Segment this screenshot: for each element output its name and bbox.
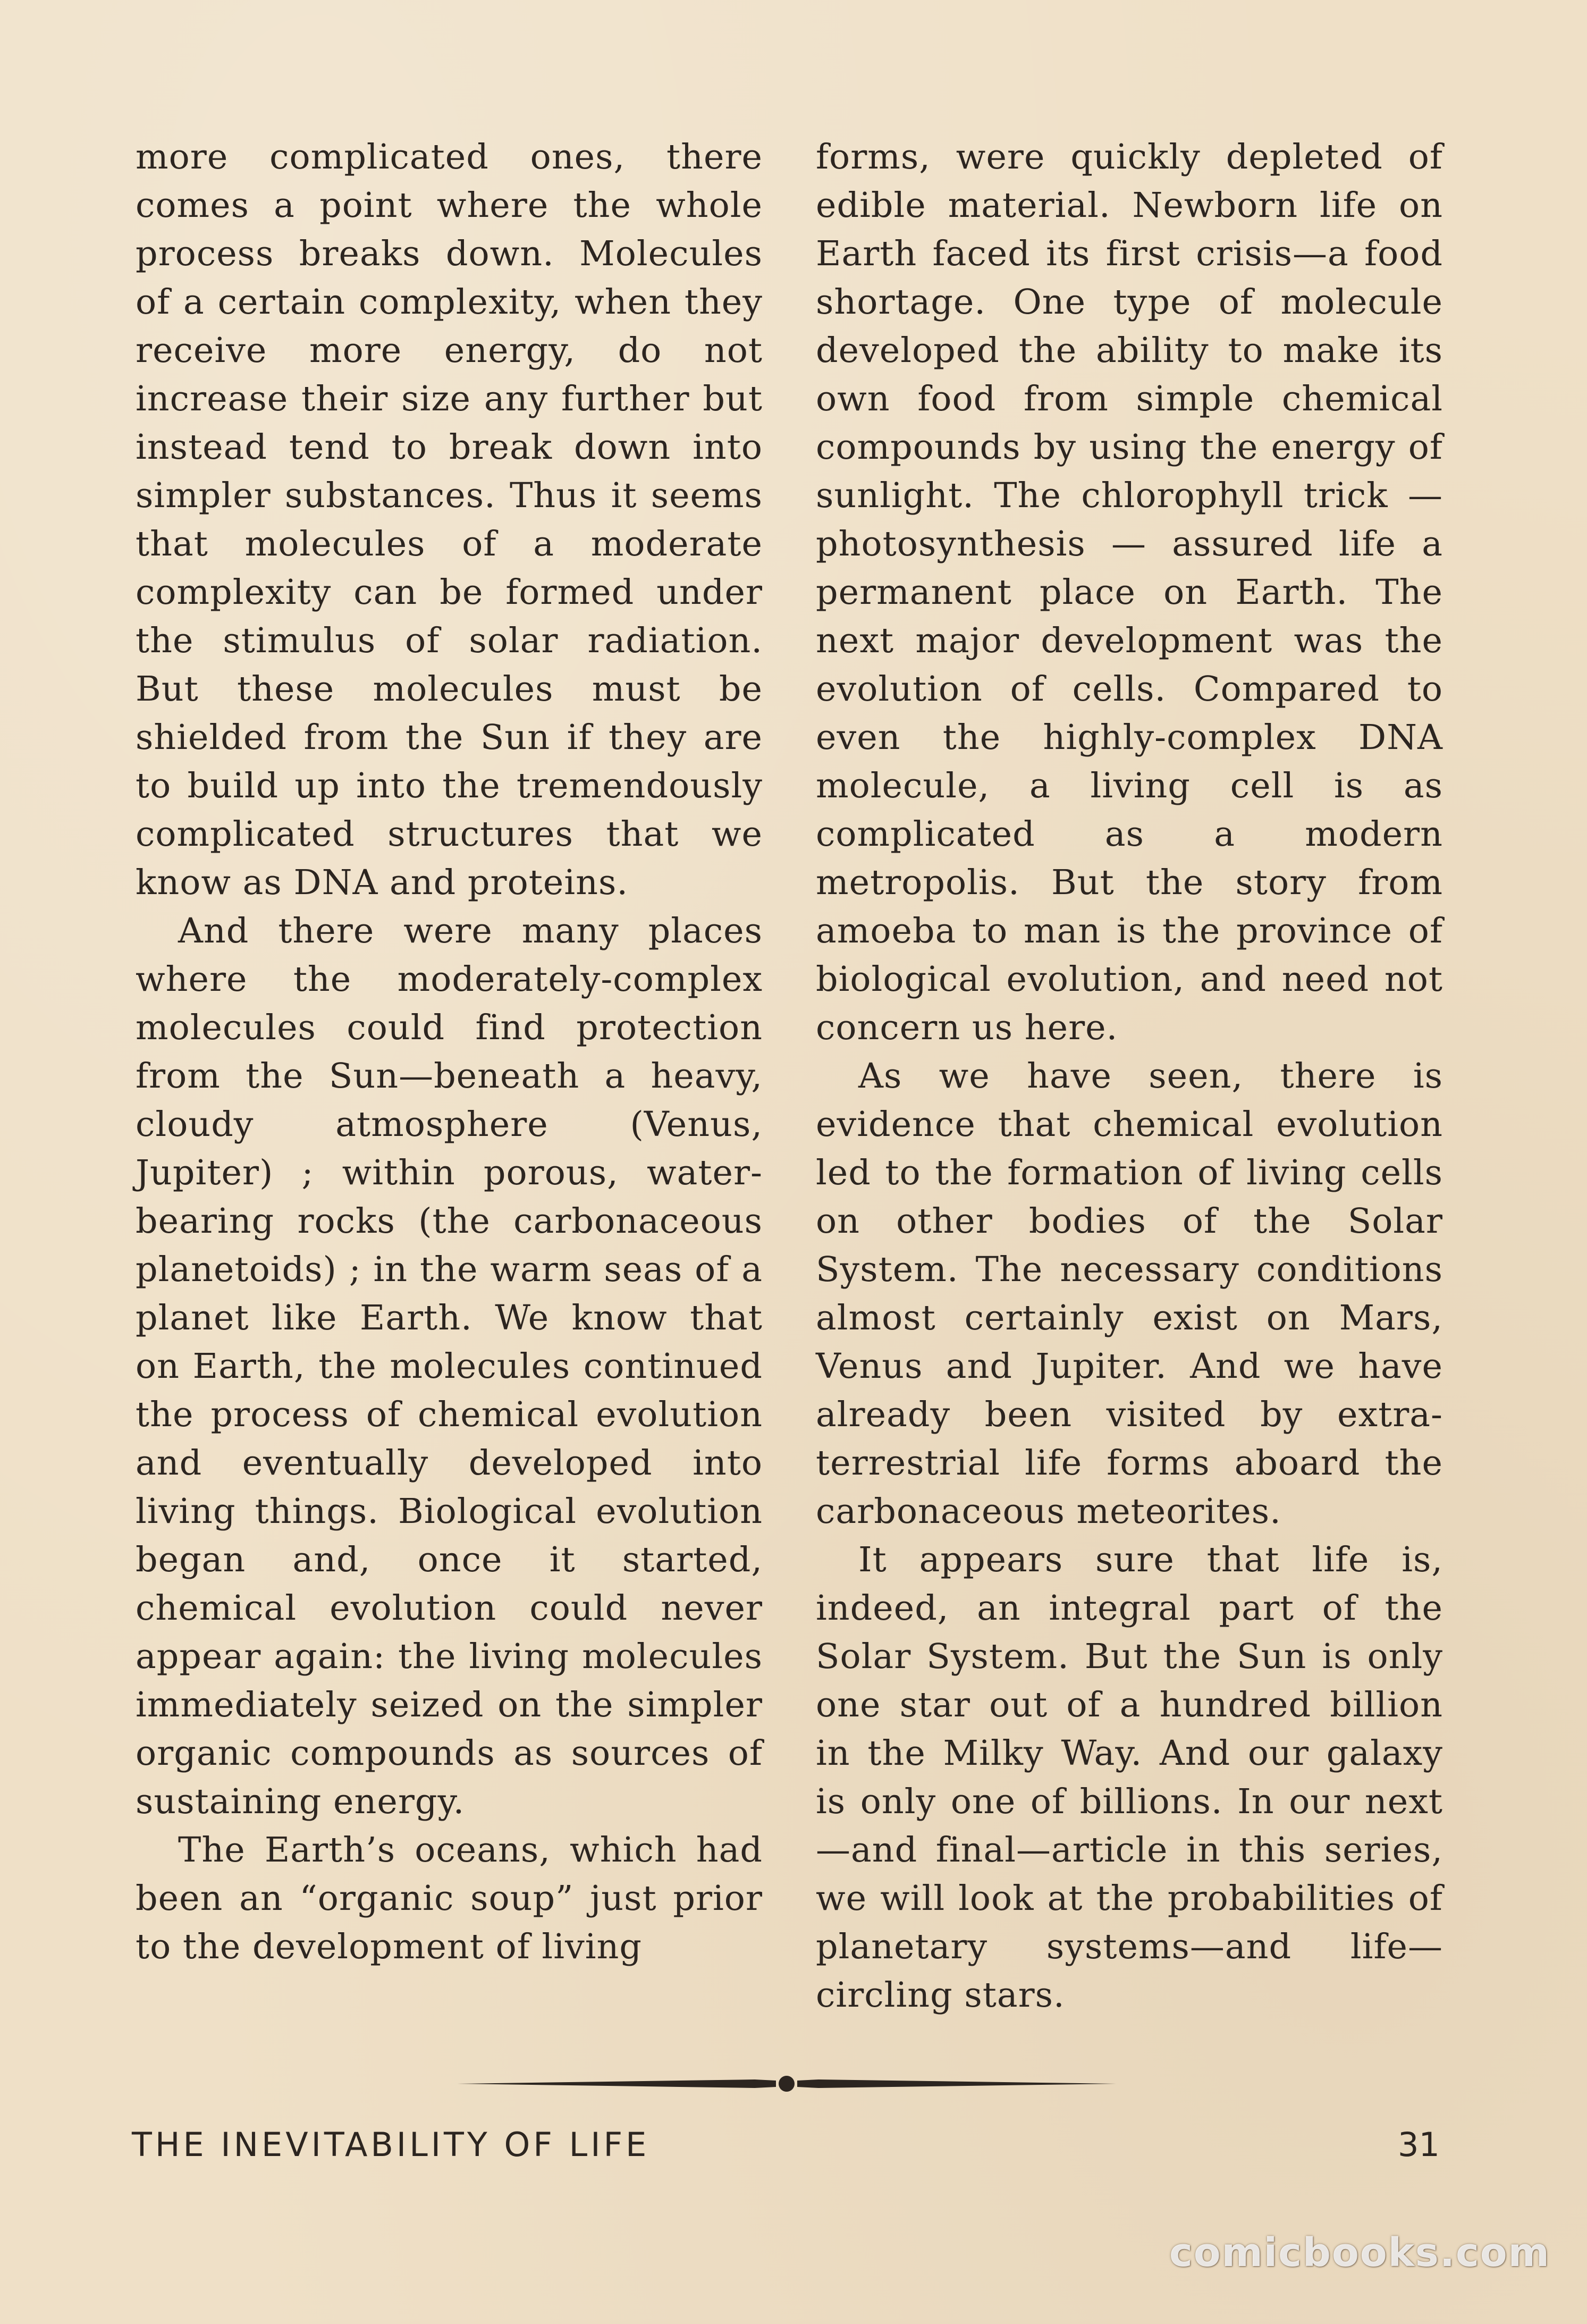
- ornament-right-bar: [797, 2079, 1116, 2088]
- paragraph: forms, were quickly depleted of edible material. Newborn life on Earth faced its first crisis—a food shortage. One type of molecule developed the ability to make its own food from simple chemical compounds by using the energy of sunlight. The chlorophyll trick — photosynthesis — assured life a permanent place on Earth. The next major development was the evolution of cells. Compared to even the highly-complex DNA molecule, a living cell is as complicated as a modern metropolis. But the story from amoeba to man is the province of biological evolution, and need not concern us here.: [816, 137, 1443, 1048]
- text-column-right: [816, 133, 1443, 2019]
- ornament-center-dot: [779, 2076, 795, 2092]
- page-number: 31: [1398, 2125, 1440, 2164]
- text-column-left: [136, 133, 763, 1971]
- paragraph: As we have seen, there is evidence that chemical evolution led to the formation of living cells on other bodies of the Solar System. The necessary conditions almost certainly exist on Mars, Venus and Jupiter. And we have already been visited by extra-terrestrial life forms aboard the carbonaceous meteorites.: [816, 1056, 1443, 1531]
- running-title: THE INEVITABILITY OF LIFE: [132, 2125, 650, 2164]
- paragraph: The Earth’s oceans, which had been an “organic soup” just prior to the development of living: [136, 1830, 763, 1967]
- end-of-article-ornament: [457, 2073, 1116, 2094]
- watermark: comicbooks.com: [1169, 2230, 1550, 2276]
- paragraph: more complicated ones, there comes a point where the whole process breaks down. Molecules of a certain complexity, when they receive more energy, do not increase their size any further but instead tend to break down into simpler substances. Thus it seems that molecules of a moderate complexity can be formed under the stimulus of solar radiation. But these molecules must be shielded from the Sun if they are to build up into the tremendously complicated structures that we know as DNA and proteins.: [136, 137, 763, 903]
- paragraph: And there were many places where the moderately-complex molecules could find protection from the Sun—beneath a heavy, cloudy atmosphere (Venus, Jupiter) ; within porous, water-bearing rocks (the carbonaceous planetoids) ; in the warm seas of a planet like Earth. We know that on Earth, the molecules continued the process of chemical evolution and eventually developed into living things. Biological evolution began and, once it started, chemical evolution could never appear again: the living molecules immediately seized on the simpler organic compounds as sources of sustaining energy.: [136, 911, 763, 1822]
- paragraph: It appears sure that life is, indeed, an integral part of the Solar System. But the Sun is only one star out of a hundred billion in the Milky Way. And our galaxy is only one of billions. In our next—and final—article in this series, we will look at the probabilities of planetary systems—and life—circling stars.: [816, 1540, 1443, 2015]
- ornament-left-bar: [457, 2079, 776, 2088]
